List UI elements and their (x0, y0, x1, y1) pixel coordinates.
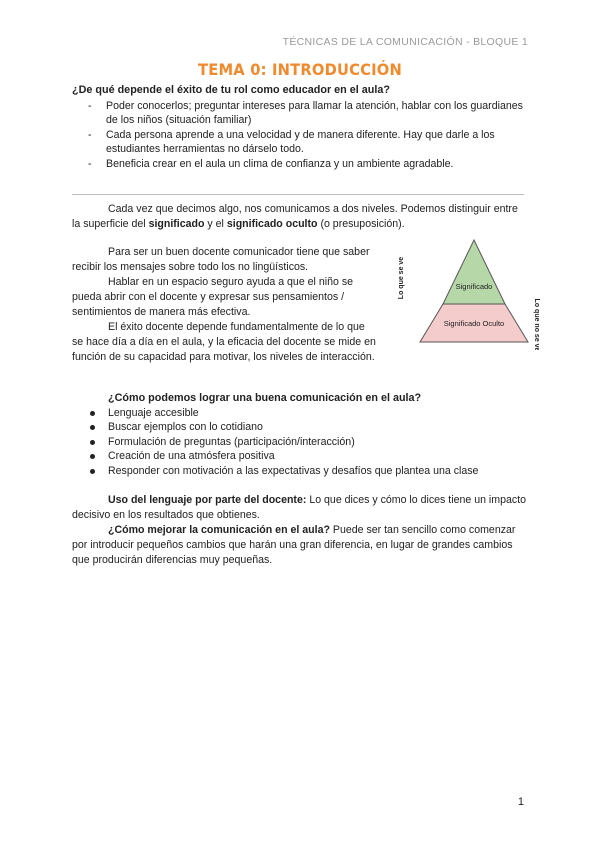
paragraph-two-levels (72, 202, 526, 232)
bullet-dot-icon (90, 469, 95, 474)
list-item-text: Responder con motivación a las expectativas y desafíos que plantea una clase (108, 464, 479, 477)
list-item (72, 406, 532, 420)
text-run: y el (204, 218, 227, 230)
bold-term-significado: significado (148, 218, 205, 230)
running-header: TÉCNICAS DE LA COMUNICACIÓN - BLOQUE 1 (282, 36, 528, 48)
section2-list (72, 406, 532, 478)
page-number: 1 (517, 796, 524, 808)
text-run: Hablar en un espacio seguro ayuda a que el niño se pueda abrir con el docente y expresar sus pensamientos / sentimientos de manera más efectiva. (72, 276, 354, 318)
list-item-text: Formulación de preguntas (participación/interacción) (108, 435, 355, 448)
horizontal-divider (72, 194, 524, 195)
dash-marker: - (88, 100, 92, 112)
list-item-text: Buscar ejemplos con lo cotidiano (108, 421, 263, 434)
text-run: (o presuposición). (317, 218, 405, 230)
bullet-dot-icon (90, 411, 95, 416)
paragraph-teacher-success (72, 320, 378, 365)
paragraph-improve-communication (72, 523, 528, 568)
bold-heading-improve: ¿Cómo mejorar la comunicación en el aula? (108, 524, 330, 536)
section2-question: ¿Cómo podemos lograr una buena comunicación en el aula? (108, 392, 422, 404)
pyramid-bottom-label: Significado Oculto (443, 319, 505, 328)
list-item (72, 420, 532, 434)
text-run: El éxito docente depende fundamentalmente de lo que se hace día a día en el aula, y la eficacia del docente se mide en función de su capacidad para motivar, los niveles de interacción. (72, 321, 376, 363)
paragraph-safe-space (72, 275, 370, 320)
list-item-text: Lenguaje accesible (108, 407, 199, 419)
pyramid-top-label: Significado (455, 282, 493, 291)
text-run: Para ser un buen docente comunicador tiene que saber recibir los mensajes sobre todo los no lingüísticos. (72, 246, 370, 273)
paragraph-language-use (72, 493, 528, 523)
list-item-text: Beneficia crear en el aula un clima de confianza y un ambiente agradable. (106, 158, 454, 170)
list-item-text: Creación de una atmósfera positiva (108, 450, 275, 463)
page-title: TEMA 0: INTRODUCCIÓN (198, 60, 402, 79)
section1-question: ¿De qué depende el éxito de tu rol como educador en el aula? (72, 84, 390, 96)
list-item (72, 435, 532, 449)
list-item (72, 449, 532, 463)
list-item (72, 128, 532, 156)
bullet-dot-icon (90, 440, 95, 445)
left-side-label: Lo que se ve (398, 256, 405, 300)
bullet-dot-icon (90, 454, 95, 459)
list-item (72, 157, 532, 171)
dash-marker: - (88, 129, 92, 141)
list-item-text: Cada persona aprende a una velocidad y de manera diferente. Hay que darle a los estudiantes herramientas no dárselo todo. (106, 129, 495, 155)
right-side-label: Lo que no se ve (533, 298, 540, 350)
bold-term-significado-oculto: significado oculto (226, 218, 318, 230)
pyramid-top-segment (443, 240, 505, 304)
text-run: Puede ser tan sencillo como comenzar por introducir pequeños cambios que harán una gran diferencia, en lugar de grandes cambios que producirán diferencias muy pequeñas. (72, 524, 516, 566)
text-run: Cada vez que decimos algo, nos comunicamos a dos niveles. Podemos distinguir entre la superficie del (72, 203, 518, 230)
bullet-dot-icon (90, 425, 95, 430)
section1-list (72, 99, 532, 172)
list-item-text: Poder conocerlos; preguntar intereses para llamar la atención, hablar con los guardianes de los niños (situación familiar) (106, 100, 523, 126)
dash-marker: - (88, 158, 92, 170)
iceberg-pyramid-diagram (392, 232, 552, 350)
paragraph-good-communicator (72, 245, 384, 275)
list-item (72, 464, 532, 478)
bold-heading-language-use: Uso del lenguaje por parte del docente: (108, 494, 307, 506)
list-item (72, 99, 532, 127)
text-run: Lo que dices y cómo lo dices tiene un impacto decisivo en los resultados que obtienes. (72, 494, 527, 521)
